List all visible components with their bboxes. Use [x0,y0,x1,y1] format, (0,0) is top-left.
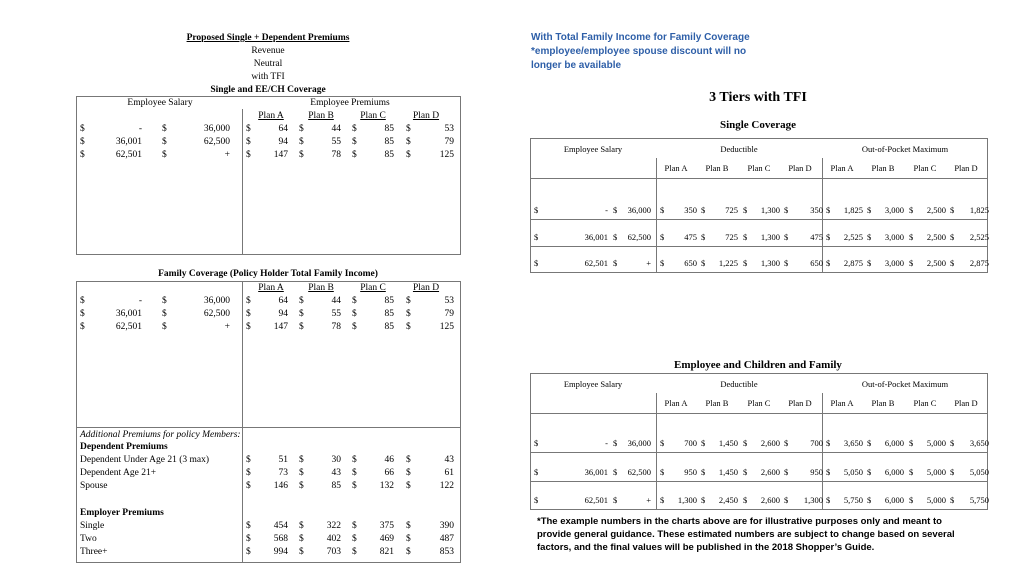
premium-value: 85 [384,309,394,319]
cell-value: 1,300 [803,495,823,505]
currency-symbol: $ [406,481,411,491]
currency-symbol: $ [613,232,618,242]
currency-symbol: $ [299,150,304,160]
currency-symbol: $ [534,232,539,242]
currency-symbol: $ [660,258,665,268]
row-label: Two [80,534,97,544]
row-label: Dependent Under Age 21 (3 max) [80,455,210,465]
currency-symbol: $ [660,495,665,505]
premium-value: 375 [379,521,394,531]
premium-value: 64 [278,124,288,134]
plan-header: Plan C [747,398,771,408]
premium-value: 146 [273,481,288,491]
premium-value: 147 [273,322,288,332]
premium-value: 85 [384,124,394,134]
plan-header: Plan B [308,283,334,293]
dependent-heading: Dependent Premiums [80,442,168,452]
premium-value: 568 [273,534,288,544]
footnote-line1: *The example numbers in the charts above are for illustrative purposes only and meant to [537,516,942,527]
currency-symbol: $ [534,467,539,477]
currency-symbol: $ [246,547,251,557]
currency-symbol: $ [784,438,789,448]
currency-symbol: $ [613,467,618,477]
cell-value: 1,300 [760,232,780,242]
currency-symbol: $ [867,467,872,477]
currency-symbol: $ [743,205,748,215]
col-salary: Employee Salary [563,144,623,154]
currency-symbol: $ [950,438,955,448]
single-col-premiums: Employee Premiums [310,98,390,108]
premium-value: 78 [331,150,341,160]
salary-from: 36,001 [115,137,142,147]
currency-symbol: $ [950,495,955,505]
currency-symbol: $ [826,438,831,448]
currency-symbol: $ [80,296,85,306]
currency-symbol: $ [534,205,539,215]
cell-value: 6,000 [884,495,904,505]
salary-to: 36,000 [203,124,230,134]
salary-from: 62,501 [115,150,142,160]
currency-symbol: $ [352,481,357,491]
currency-symbol: $ [299,137,304,147]
currency-symbol: $ [826,232,831,242]
left-subtitle-revenue: Revenue [251,46,285,56]
cell-value: 5,050 [969,467,989,477]
currency-symbol: $ [352,322,357,332]
plan-header: Plan B [705,398,729,408]
currency-symbol: $ [246,322,251,332]
currency-symbol: $ [701,495,706,505]
cell-value: 2,500 [926,232,946,242]
currency-symbol: $ [909,205,914,215]
currency-symbol: $ [299,296,304,306]
plan-header: Plan A [258,283,284,293]
currency-symbol: $ [80,309,85,319]
premium-value: 55 [331,309,341,319]
currency-symbol: $ [80,124,85,134]
premium-value: 79 [444,309,454,319]
currency-symbol: $ [784,205,789,215]
currency-symbol: $ [352,124,357,134]
currency-symbol: $ [162,124,167,134]
cell-value: 2,600 [760,495,780,505]
premium-value: 125 [439,322,454,332]
cell-value: 475 [810,232,823,242]
currency-symbol: $ [867,205,872,215]
premium-value: 94 [278,137,288,147]
footnote-line2: provide general guidance. These estimated numbers are subject to change based on several [537,529,955,540]
salary-to: 36,000 [627,438,651,448]
plan-header: Plan B [871,398,895,408]
col-salary: Employee Salary [563,379,623,389]
currency-symbol: $ [352,547,357,557]
cell-value: 2,500 [926,205,946,215]
currency-symbol: $ [299,124,304,134]
salary-to: 36,000 [203,296,230,306]
tfi-note-line1: With Total Family Income for Family Coverage [531,32,750,43]
currency-symbol: $ [406,137,411,147]
currency-symbol: $ [162,296,167,306]
currency-symbol: $ [299,309,304,319]
salary-to: 62,500 [627,467,651,477]
plan-header: Plan C [360,283,386,293]
cell-value: 5,750 [843,495,863,505]
salary-to: + [646,258,651,268]
currency-symbol: $ [352,521,357,531]
currency-symbol: $ [784,258,789,268]
cell-value: 2,600 [760,438,780,448]
plan-header: Plan A [664,163,688,173]
cell-value: 350 [684,205,697,215]
premium-value: 46 [384,455,394,465]
currency-symbol: $ [826,205,831,215]
currency-symbol: $ [950,467,955,477]
family-title: Family Coverage (Policy Holder Total Family Income) [158,269,378,279]
currency-symbol: $ [406,309,411,319]
currency-symbol: $ [909,258,914,268]
left-title: Proposed Single + Dependent Premiums [186,33,350,43]
premium-value: 122 [439,481,454,491]
row-label: Three+ [80,547,108,557]
currency-symbol: $ [246,455,251,465]
cell-value: 5,000 [926,467,946,477]
currency-symbol: $ [909,438,914,448]
currency-symbol: $ [909,467,914,477]
currency-symbol: $ [162,309,167,319]
salary-from: 62,501 [584,258,608,268]
currency-symbol: $ [826,495,831,505]
currency-symbol: $ [352,534,357,544]
cell-value: 1,825 [969,205,989,215]
currency-symbol: $ [406,455,411,465]
premium-value: 85 [384,322,394,332]
footnote-line3: factors, and the final values will be published in the 2018 Shopper’s Guide. [537,542,875,553]
premium-value: 73 [278,468,288,478]
currency-symbol: $ [613,495,618,505]
currency-symbol: $ [909,495,914,505]
plan-header: Plan C [747,163,771,173]
cell-value: 1,300 [760,205,780,215]
cell-value: 725 [725,205,738,215]
premium-value: 61 [444,468,454,478]
premium-value: 51 [278,455,288,465]
plan-header: Plan A [830,398,854,408]
premium-value: 132 [379,481,394,491]
premium-value: 85 [384,296,394,306]
currency-symbol: $ [246,521,251,531]
salary-to: + [646,495,651,505]
additional-heading: Additional Premiums for policy Members: [80,430,241,440]
currency-symbol: $ [701,258,706,268]
cell-value: 3,650 [969,438,989,448]
currency-symbol: $ [909,232,914,242]
currency-symbol: $ [352,296,357,306]
currency-symbol: $ [352,137,357,147]
currency-symbol: $ [701,232,706,242]
cell-value: 2,525 [843,232,863,242]
premium-value: 703 [326,547,341,557]
currency-symbol: $ [534,495,539,505]
salary-from: - [605,205,608,215]
currency-symbol: $ [406,547,411,557]
premium-value: 43 [444,455,454,465]
salary-from: - [138,124,142,134]
currency-symbol: $ [660,232,665,242]
currency-symbol: $ [406,124,411,134]
currency-symbol: $ [613,258,618,268]
tfi-note-line3: longer be available [531,60,622,71]
currency-symbol: $ [534,258,539,268]
cell-value: 3,000 [884,205,904,215]
salary-to: 62,500 [627,232,651,242]
cell-value: 1,825 [843,205,863,215]
currency-symbol: $ [743,232,748,242]
salary-from: 36,001 [584,467,608,477]
left-subtitle-tfi: with TFI [251,72,285,82]
salary-to: 62,500 [203,309,230,319]
currency-symbol: $ [613,205,618,215]
plan-header: Plan C [913,163,937,173]
currency-symbol: $ [299,547,304,557]
currency-symbol: $ [162,150,167,160]
premium-value: 55 [331,137,341,147]
currency-symbol: $ [660,467,665,477]
cell-value: 2,500 [926,258,946,268]
premium-value: 66 [384,468,394,478]
currency-symbol: $ [299,322,304,332]
premium-value: 43 [331,468,341,478]
family-coverage-title: Employee and Children and Family [674,359,842,371]
cell-value: 1,450 [718,438,738,448]
currency-symbol: $ [352,150,357,160]
cell-value: 650 [810,258,823,268]
plan-header: Plan D [412,111,440,121]
currency-symbol: $ [246,296,251,306]
cell-value: 2,450 [718,495,738,505]
row-label: Spouse [80,481,108,491]
tfi-note-line2: *employee/employee spouse discount will no [531,46,747,57]
salary-to: + [224,322,230,332]
premium-value: 85 [384,137,394,147]
plan-header: Plan C [913,398,937,408]
plan-header: Plan A [664,398,688,408]
salary-from: - [605,438,608,448]
col-oop: Out-of-Pocket Maximum [861,144,949,154]
cell-value: 2,875 [843,258,863,268]
currency-symbol: $ [784,467,789,477]
currency-symbol: $ [826,467,831,477]
currency-symbol: $ [246,124,251,134]
currency-symbol: $ [299,455,304,465]
currency-symbol: $ [867,438,872,448]
currency-symbol: $ [406,534,411,544]
currency-symbol: $ [246,468,251,478]
premium-value: 454 [273,521,288,531]
currency-symbol: $ [534,438,539,448]
plan-header: Plan D [412,283,440,293]
single-coverage-title: Single Coverage [719,119,797,131]
premium-value: 85 [384,150,394,160]
cell-value: 5,000 [926,495,946,505]
currency-symbol: $ [162,322,167,332]
cell-value: 6,000 [884,438,904,448]
cell-value: 3,000 [884,258,904,268]
currency-symbol: $ [406,521,411,531]
currency-symbol: $ [743,467,748,477]
currency-symbol: $ [406,468,411,478]
currency-symbol: $ [80,150,85,160]
salary-to: 62,500 [203,137,230,147]
currency-symbol: $ [701,467,706,477]
currency-symbol: $ [246,534,251,544]
plan-header: Plan B [308,111,334,121]
salary-to: + [224,150,230,160]
row-label: Single [80,521,105,531]
premium-value: 994 [273,547,288,557]
cell-value: 950 [810,467,823,477]
currency-symbol: $ [867,232,872,242]
row-label: Dependent Age 21+ [80,468,157,478]
premium-value: 322 [326,521,341,531]
currency-symbol: $ [743,258,748,268]
single-col-salary: Employee Salary [127,98,193,108]
currency-symbol: $ [246,137,251,147]
currency-symbol: $ [246,150,251,160]
plan-header: Plan D [788,398,812,408]
currency-symbol: $ [80,137,85,147]
currency-symbol: $ [701,205,706,215]
cell-value: 700 [684,438,697,448]
currency-symbol: $ [613,438,618,448]
currency-symbol: $ [867,258,872,268]
premium-value: 402 [326,534,341,544]
currency-symbol: $ [867,495,872,505]
premium-value: 64 [278,296,288,306]
premium-value: 125 [439,150,454,160]
plan-header: Plan D [788,163,812,173]
currency-symbol: $ [246,309,251,319]
currency-symbol: $ [950,258,955,268]
currency-symbol: $ [950,232,955,242]
currency-symbol: $ [743,495,748,505]
col-deductible: Deductible [720,144,758,154]
salary-from: 62,501 [584,495,608,505]
tiers-title: 3 Tiers with TFI [709,90,807,105]
currency-symbol: $ [406,150,411,160]
plan-header: Plan B [705,163,729,173]
salary-to: 36,000 [627,205,651,215]
plan-header: Plan C [360,111,386,121]
premium-value: 390 [439,521,454,531]
cell-value: 725 [725,232,738,242]
left-coverage-title: Single and EE/CH Coverage [210,85,326,95]
currency-symbol: $ [784,232,789,242]
plan-header: Plan A [830,163,854,173]
salary-from: - [138,296,142,306]
currency-symbol: $ [406,296,411,306]
currency-symbol: $ [299,521,304,531]
employer-heading: Employer Premiums [80,508,164,518]
cell-value: 5,000 [926,438,946,448]
cell-value: 650 [684,258,697,268]
currency-symbol: $ [352,455,357,465]
currency-symbol: $ [701,438,706,448]
currency-symbol: $ [162,137,167,147]
currency-symbol: $ [950,205,955,215]
currency-symbol: $ [406,322,411,332]
premium-value: 85 [331,481,341,491]
plan-header: Plan D [954,398,978,408]
cell-value: 700 [810,438,823,448]
currency-symbol: $ [660,205,665,215]
cell-value: 2,875 [969,258,989,268]
premium-value: 30 [331,455,341,465]
currency-symbol: $ [246,481,251,491]
salary-from: 62,501 [115,322,142,332]
currency-symbol: $ [660,438,665,448]
currency-symbol: $ [826,258,831,268]
premium-value: 44 [331,124,341,134]
col-deductible: Deductible [720,379,758,389]
plan-header: Plan A [258,111,284,121]
premium-value: 821 [379,547,394,557]
cell-value: 950 [684,467,697,477]
premium-value: 469 [379,534,394,544]
premium-value: 78 [331,322,341,332]
currency-symbol: $ [299,481,304,491]
col-oop: Out-of-Pocket Maximum [861,379,949,389]
currency-symbol: $ [352,309,357,319]
cell-value: 3,650 [843,438,863,448]
cell-value: 1,300 [677,495,697,505]
cell-value: 5,050 [843,467,863,477]
premium-value: 853 [439,547,454,557]
salary-from: 36,001 [115,309,142,319]
cell-value: 2,525 [969,232,989,242]
cell-value: 5,750 [969,495,989,505]
premium-value: 53 [444,124,454,134]
left-subtitle-neutral: Neutral [253,59,283,69]
currency-symbol: $ [299,534,304,544]
cell-value: 1,300 [760,258,780,268]
cell-value: 3,000 [884,232,904,242]
premium-value: 487 [439,534,454,544]
currency-symbol: $ [352,468,357,478]
premium-value: 79 [444,137,454,147]
cell-value: 475 [684,232,697,242]
premium-value: 147 [273,150,288,160]
cell-value: 2,600 [760,467,780,477]
premium-value: 44 [331,296,341,306]
cell-value: 1,225 [718,258,738,268]
cell-value: 1,450 [718,467,738,477]
premium-value: 53 [444,296,454,306]
cell-value: 350 [810,205,823,215]
currency-symbol: $ [80,322,85,332]
currency-symbol: $ [299,468,304,478]
currency-symbol: $ [784,495,789,505]
premium-value: 94 [278,309,288,319]
plan-header: Plan D [954,163,978,173]
salary-from: 36,001 [584,232,608,242]
currency-symbol: $ [743,438,748,448]
plan-header: Plan B [871,163,895,173]
cell-value: 6,000 [884,467,904,477]
